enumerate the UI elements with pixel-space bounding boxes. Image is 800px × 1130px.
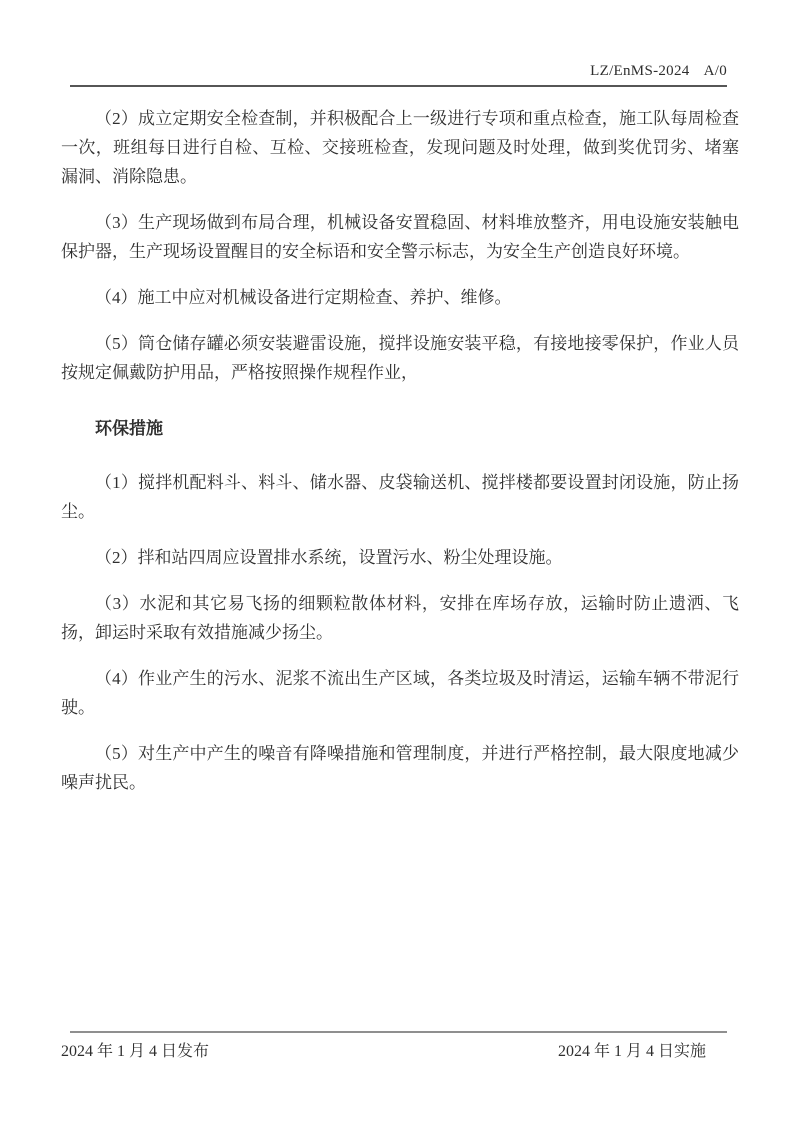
safety-paragraph-5: （5）筒仓储存罐必须安装避雷设施，搅拌设施安装平稳，有接地接零保护，作业人员按规定佩戴防护用品，严格按照操作规程作业， <box>61 334 739 382</box>
footer-implement-date: 2024 年 1 月 4 日实施 <box>557 1043 706 1060</box>
footer-release-date: 2024 年 1 月 4 日发布 <box>61 1043 210 1060</box>
env-item-5: （5）对生产中产生的噪音有降噪措施和管理制度，并进行严格控制，最大限度地减少噪声扰民。 <box>61 744 739 792</box>
header-rule <box>70 85 727 87</box>
safety-paragraph-4: （4）施工中应对机械设备进行定期检查、养护、维修。 <box>95 288 512 307</box>
header-document-code <box>590 63 727 80</box>
footer-rule <box>70 1031 727 1033</box>
env-item-4: （4）作业产生的污水、泥浆不流出生产区域，各类垃圾及时清运，运输车辆不带泥行驶。 <box>61 669 739 717</box>
env-item-2: （2）拌和站四周应设置排水系统，设置污水、粉尘处理设施。 <box>95 548 563 567</box>
env-item-1: （1）搅拌机配料斗、料斗、储水器、皮袋输送机、搅拌楼都要设置封闭设施，防止扬尘。 <box>61 473 739 521</box>
section-heading-environment: 环保措施 <box>95 419 163 438</box>
document-code: LZ/EnMS-2024 <box>590 63 690 79</box>
safety-paragraph-3: （3）生产现场做到布局合理，机械设备安置稳固、材料堆放整齐，用电设施安装触电保护器，生产现场设置醒目的安全标语和安全警示标志，为安全生产创造良好环境。 <box>61 213 739 261</box>
env-item-3: （3）水泥和其它易飞扬的细颗粒散体材料，安排在库场存放，运输时防止遗洒、飞扬，卸运时采取有效措施减少扬尘。 <box>61 594 739 642</box>
safety-paragraph-2: （2）成立定期安全检查制，并积极配合上一级进行专项和重点检查，施工队每周检查一次，班组每日进行自检、互检、交接班检查，发现问题及时处理，做到奖优罚劣、堵塞漏洞、消除隐患。 <box>61 109 739 186</box>
document-revision: A/0 <box>703 63 727 79</box>
document-body <box>61 104 739 814</box>
